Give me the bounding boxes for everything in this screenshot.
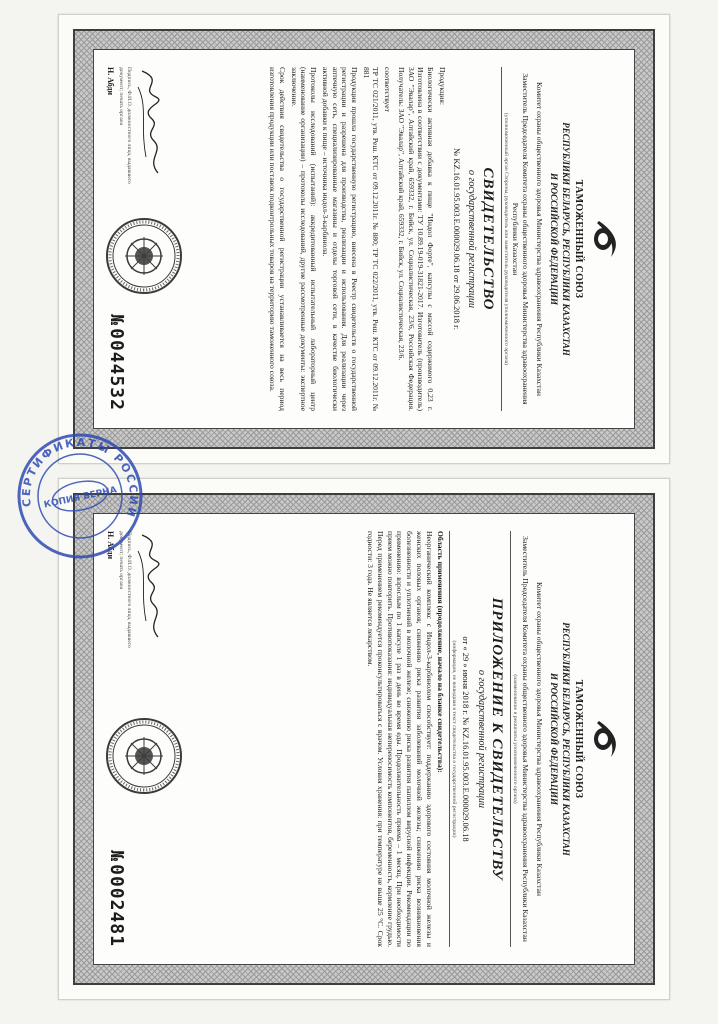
document-title: СВИДЕТЕЛЬСТВО: [479, 167, 496, 311]
appendix-inner: [93, 513, 635, 965]
copy-verified-stamp: [4, 420, 156, 572]
issuing-agency: Комитет охраны общественного здоровья Министерства здравоохранения Республики Казахстан: [534, 81, 544, 396]
appendix-sheet: [58, 478, 670, 1000]
products-label: Продукция:: [437, 67, 447, 105]
conforms-label: соответствует: [383, 67, 393, 112]
certificate-content: [97, 53, 631, 425]
validity-text: Срок действия свидетельства о государственной регистрации устанавливается на весь период изготовления продукции или поставок подконтрольных товаров на территорию таможенного союза.: [268, 67, 287, 411]
serial-prefix: №: [106, 850, 128, 863]
official-seal: [105, 717, 183, 795]
signature-block: [105, 67, 168, 197]
union-members: РЕСПУБЛИКИ БЕЛАРУСЬ, РЕСПУБЛИКИ КАЗАХСТАН: [560, 122, 571, 356]
ref-month: июня: [461, 669, 472, 690]
customs-union-logo: [588, 531, 621, 947]
document-subtitle: о государственной регистрации: [466, 169, 478, 309]
ref-no: №: [461, 717, 472, 726]
deputy-title: Заместитель Председателя Комитета охраны общественного здоровья Министерства здравоохранения Республики Казахстан: [521, 536, 531, 942]
official-seal: [105, 217, 183, 295]
signature-image: [134, 531, 168, 661]
reference-number: KZ.16.01.95.003.Е.000029.06.18: [461, 727, 472, 842]
serial-block: [105, 850, 128, 947]
appendix-footer: [105, 531, 183, 947]
ref-year: 2018: [461, 691, 472, 709]
deputy-title: Заместитель Председателя Комитета охраны общественного здоровья Министерства здравоохранения Республики Казахстан: [511, 73, 531, 405]
signer-name: Н. Абди: [106, 67, 116, 96]
ref-from: от: [461, 636, 472, 645]
stamp-outer-text: СЕРТИФИКАТЫ РОССИИ: [19, 435, 141, 521]
registration-date: 29.06.2018 г.: [451, 284, 462, 330]
appendix-content: [97, 517, 631, 961]
ref-day: « 29 »: [461, 646, 472, 668]
stamp-center-text: КОПИЯ ВЕРНА: [43, 485, 118, 511]
svg-text:СЕРТИФИКАТЫ РОССИИ: [9, 425, 147, 543]
reg-from: от: [451, 274, 462, 283]
document-subtitle: о государственной регистрации: [476, 669, 488, 809]
union-members: РЕСПУБЛИКИ БЕЛАРУСЬ, РЕСПУБЛИКИ КАЗАХСТАН: [560, 622, 571, 856]
serial-block: [105, 314, 128, 411]
reg-prefix: №: [451, 148, 462, 157]
registration-line: [451, 67, 462, 411]
ref-g: г.: [461, 710, 472, 715]
reference-line: [460, 531, 471, 947]
protocols-text: Протоколы исследований (испытаний): аккредитованный испытательный лабораторный центр (наименование организации) – протоколы исследований, другие рассмотренные документы: экспертное заключение.: [289, 67, 319, 411]
certificate-footer: [105, 67, 183, 411]
agency-note: (наименование и реквизиты уполномоченного органа): [510, 531, 518, 947]
serial-prefix: №: [106, 314, 128, 327]
guilloche-border: [73, 29, 655, 449]
union-members-2: И РОССИЙСКОЙ ФЕДЕРАЦИИ: [549, 672, 560, 806]
signature-note: Подпись, Ф.И.О. должностного лица, выдавшего документ; печать органа: [118, 531, 132, 648]
customs-union-logo: [588, 67, 621, 411]
document-title: ПРИЛОЖЕНИЕ К СВИДЕТЕЛЬСТВУ: [489, 597, 506, 881]
scope-text: Неорганический комплекс с Индол-3-карбинолом способствует: поддержанию здорового состояния молочной железы и женских половых органов; снижению риска развития заболеваний молочной железы; снижению риска возникновения болезненности и уплотнений в молочной железе; снижению риска развития папиллом вирусной инфекции. Рекомендации по применению: взрослым по 1 капсуле 1 раз в день во время еды. Продолжительность приема – 1 месяц. При необходимости прием можно повторить. Противопоказания: индивидуальная непереносимость компонентов, беременность, кормление грудью. Перед применением рекомендуется проконсультироваться с врачом. Условия хранения: при температуре не выше 25 °С. Срок годности: 3 года. Не является лекарством.: [366, 531, 434, 947]
signature-image: [134, 67, 168, 197]
reference-note: (информация, не вошедшая в текст свидетельства о государственной регистрации): [449, 531, 457, 947]
products-text: Биологически активная добавка к пище "Индол Форте", капсулы с массой содержимого 0,23 г. Изготовлена в соответствии с документами: ТУ 10.89.19-019-31821-2017. Изготовитель (производитель) ЗАО "Эвалар", Алтайский край, 659332, г. Бийск, ул. Социалистическая, 23/6, Российская Федерация. Получатель: ЗАО "Эвалар", Алтайский край, 659332, г. Бийск, ул. Социалистическая, 23/6.: [396, 67, 436, 411]
purpose-text: Продукция прошла государственную регистрацию, внесена в Реестр свидетельств о государственной регистрации и разрешена для производства, реализации и использования. Для реализации через аптечную сеть, специализированные магазины и отделы торговой сети, в качестве биологически активной добавки к пище – источника индол-3-карбинола.: [320, 67, 360, 411]
serial-number: 0044532: [106, 328, 128, 411]
signature-note: Подпись, Ф.И.О. должностного лица, выдавшего документ; печать органа: [118, 67, 132, 184]
registration-number: KZ.16.01.95.003.Е.000029.06.18: [451, 158, 462, 273]
agency-note: (уполномоченный орган Стороны, руководитель или заместитель руководителя уполномоченного органа): [501, 67, 509, 411]
certificate-inner: [93, 49, 635, 429]
guilloche-border: [73, 493, 655, 985]
certificate-sheet: [58, 14, 670, 464]
issuing-agency: Комитет охраны общественного здоровья Министерства здравоохранения Республики Казахстан: [534, 581, 544, 896]
scope-label: Область применения (продолжение, начало на бланке свидетельства):: [436, 531, 446, 773]
conforms-text: ТР ТС 021/2011, утв. Реш. КТС от 09.12.2011г. № 880; ТР ТС 022/2011, утв. Реш. КТС от 09.12.2011г. № 881: [361, 67, 381, 411]
union-title: ТАМОЖЕННЫЙ СОЮЗ: [572, 679, 584, 799]
serial-number: 0002481: [106, 864, 128, 947]
union-members-2: И РОССИЙСКОЙ ФЕДЕРАЦИИ: [549, 172, 560, 306]
union-title: ТАМОЖЕННЫЙ СОЮЗ: [572, 179, 584, 299]
signer-name: Н. Абди: [106, 531, 116, 560]
